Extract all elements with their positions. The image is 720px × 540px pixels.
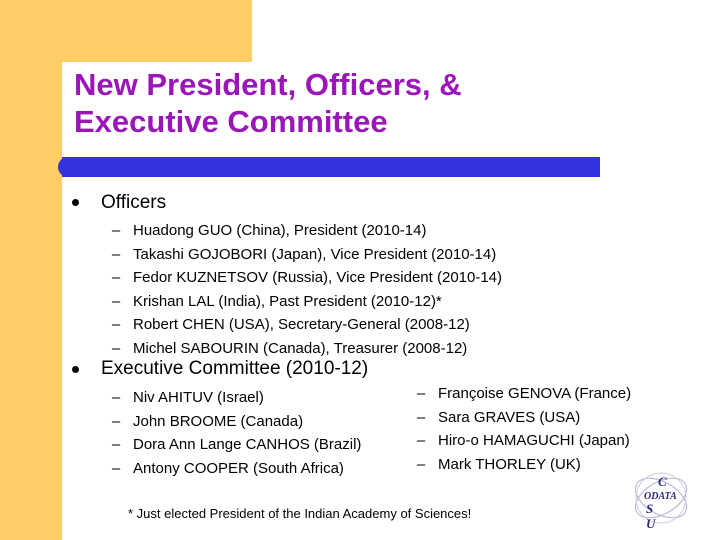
codata-logo-icon — [624, 468, 694, 536]
committee-member-item — [416, 429, 631, 453]
committee-member-item — [111, 457, 361, 481]
executive-committee-right-list — [416, 382, 632, 476]
slide-title-line-2: Executive Committee — [74, 104, 388, 139]
logo-letter-c: C — [658, 474, 667, 489]
dash-marker: – — [111, 389, 121, 406]
dash-marker: – — [416, 408, 426, 426]
committee-member-text: Niv AHITUV (Israel) — [133, 389, 264, 406]
committee-member-item — [416, 453, 631, 477]
dash-marker: – — [111, 245, 121, 263]
dash-marker: – — [416, 455, 426, 473]
dash-marker: – — [111, 436, 121, 453]
committee-member-text: Françoise GENOVA (France) — [438, 385, 632, 402]
committee-member-text: Sara GRAVES (USA) — [438, 408, 581, 426]
officer-text: Krishan LAL (India), Past President (2010-12)* — [133, 292, 442, 310]
officer-text: Robert CHEN (USA), Secretary-General (2008-12) — [133, 316, 470, 333]
dash-marker: – — [111, 269, 121, 286]
officer-item — [111, 337, 502, 361]
executive-committee-heading: Executive Committee (2010-12) — [101, 358, 369, 379]
officer-text: Huadong GUO (China), President (2010-14) — [133, 222, 427, 239]
dash-marker: – — [416, 432, 426, 449]
committee-member-text: Hiro-o HAMAGUCHI (Japan) — [438, 432, 630, 449]
committee-member-item — [111, 386, 361, 410]
officer-item — [111, 290, 502, 314]
logo-letter-s: S — [646, 501, 654, 516]
officer-item — [111, 243, 502, 267]
executive-committee-bullet — [72, 366, 79, 373]
committee-member-item — [111, 410, 361, 434]
slide-title — [74, 66, 634, 140]
dash-marker: – — [111, 339, 121, 357]
title-rule — [62, 157, 600, 177]
dash-marker: – — [111, 292, 121, 310]
committee-member-text: Dora Ann Lange CANHOS (Brazil) — [133, 436, 362, 453]
logo-letter-u: U — [646, 516, 656, 531]
committee-member-item — [416, 382, 632, 406]
dash-marker: – — [111, 222, 121, 239]
committee-member-item — [416, 406, 631, 430]
logo-word-odata: ODATA — [644, 491, 677, 502]
executive-committee-left-list — [111, 386, 362, 480]
officers-bullet — [72, 199, 79, 206]
committee-member-text: Mark THORLEY (UK) — [438, 455, 581, 473]
dash-marker: – — [111, 459, 121, 477]
officer-item — [111, 313, 502, 337]
dash-marker: – — [111, 316, 121, 333]
committee-member-text: John BROOME (Canada) — [133, 412, 304, 430]
officer-item — [111, 219, 502, 243]
officers-heading: Officers — [101, 192, 167, 213]
officer-item — [111, 266, 503, 290]
committee-member-text: Antony COOPER (South Africa) — [133, 459, 344, 477]
officers-list — [111, 219, 503, 360]
slide-title-line-1: New President, Officers, & — [74, 67, 462, 102]
dash-marker: – — [416, 385, 426, 402]
dash-marker: – — [111, 412, 121, 430]
officer-text: Fedor KUZNETSOV (Russia), Vice President (2010-14) — [133, 269, 503, 286]
footnote: * Just elected President of the Indian Academy of Sciences! — [128, 506, 472, 521]
officer-text: Takashi GOJOBORI (Japan), Vice President (2010-14) — [133, 245, 497, 263]
officer-text: Michel SABOURIN (Canada), Treasurer (2008-12) — [133, 339, 468, 357]
committee-member-item — [111, 433, 362, 457]
